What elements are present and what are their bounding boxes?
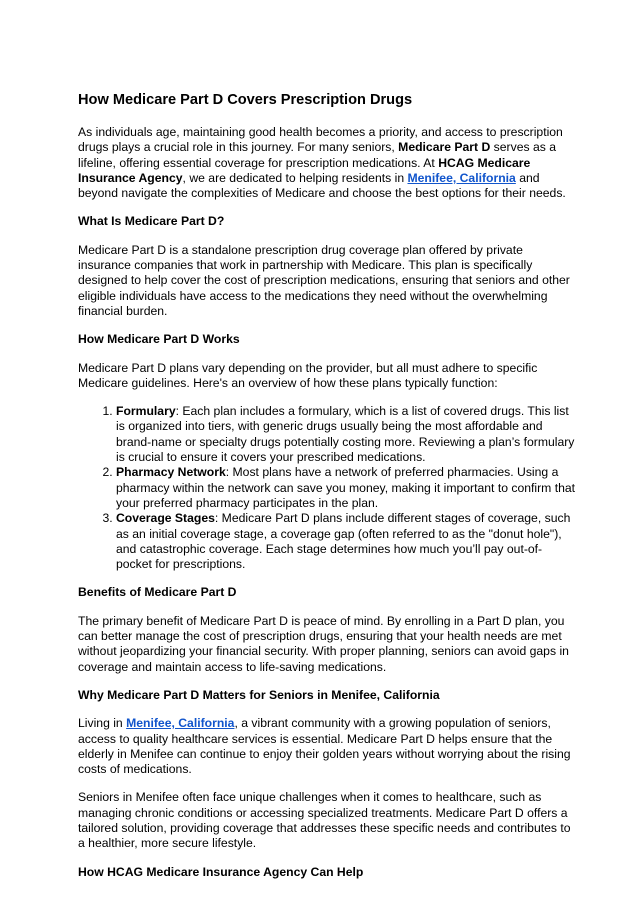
how-it-works-list xyxy=(78,404,578,572)
list-text: : Most plans have a network of preferred pharmacies. Using a pharmacy within the network can save you money, making it important to confirm that your preferred pharmacy participates in the plan. xyxy=(116,465,576,510)
intro-bold-agency: HCAG Medicare Insurance Agency xyxy=(78,155,531,185)
section-paragraph-why-matters-2: Seniors in Menifee often face unique challenges when it comes to healthcare, such as managing chronic conditions or accessing specialized treatments. Medicare Part D offers a tailored solution, providing coverage that addresses these specific needs and contributes to a healthier, more secure lifestyle. xyxy=(78,790,571,851)
menifee-link[interactable]: Menifee, California xyxy=(407,170,516,185)
why-text-pre: Living in xyxy=(78,716,127,731)
list-term: Formulary xyxy=(116,404,176,419)
menifee-link-2[interactable]: Menifee, California xyxy=(126,716,235,731)
section-paragraph-what-is: Medicare Part D is a standalone prescription drug coverage plan offered by private insurance companies that work in partnership with Medicare. This plan is specifically designed to help cover the cost of prescription medications, ensuring that seniors and other eligible individuals have access to the medications they need without the overwhelming financial burden. xyxy=(78,242,570,318)
section-heading-how-help: How HCAG Medicare Insurance Agency Can Help xyxy=(78,864,364,879)
intro-text-4: and beyond navigate the complexities of Medicare and choose the best options for their needs. xyxy=(78,170,566,201)
list-item-coverage-stages xyxy=(116,511,578,572)
section-heading-why-matters: Why Medicare Part D Matters for Seniors in Menifee, California xyxy=(78,687,440,702)
intro-text-1: As individuals age, maintaining good health becomes a priority, and access to prescription drugs plays a crucial role in this journey. For many seniors, xyxy=(78,125,563,155)
list-term: Coverage Stages xyxy=(116,511,215,526)
page-title: How Medicare Part D Covers Prescription Drugs xyxy=(78,92,413,108)
list-term: Pharmacy Network xyxy=(116,465,226,480)
intro-paragraph xyxy=(78,125,578,201)
list-item-pharmacy-network xyxy=(116,465,578,511)
section-heading-how-works: How Medicare Part D Works xyxy=(78,332,240,347)
section-heading-benefits: Benefits of Medicare Part D xyxy=(78,585,237,600)
section-paragraph-why-matters-1 xyxy=(78,716,578,777)
section-heading-what-is: What Is Medicare Part D? xyxy=(78,214,225,229)
intro-text-2: serves as a lifeline, offering essential coverage for prescription medications. At xyxy=(78,140,557,170)
section-paragraph-how-works: Medicare Part D plans vary depending on the provider, but all must adhere to specific Medicare guidelines. Here's an overview of how these plans typically function: xyxy=(78,360,538,390)
list-item-formulary xyxy=(116,404,578,465)
list-text: : Each plan includes a formulary, which is a list of covered drugs. This list is organized into tiers, with generic drugs usually being the most affordable and brand-name or specialty drugs potentially costing more. Reviewing a plan’s formulary is crucial to ensure it covers your prescribed medications. xyxy=(116,404,575,465)
list-text: : Medicare Part D plans include different stages of coverage, such as an initial coverage stage, a coverage gap (often referred to as the "donut hole"), and catastrophic coverage. Each stage determines how much you’ll pay out-of-pocket for prescriptions. xyxy=(116,511,571,572)
intro-text-3: , we are dedicated to helping residents in xyxy=(182,170,408,185)
section-paragraph-benefits: The primary benefit of Medicare Part D is peace of mind. By enrolling in a Part D plan, you can better manage the cost of prescription drugs, ensuring that your health needs are met without jeopardizing your financial security. With proper planning, seniors can avoid gaps in coverage and maintain access to life-saving medications. xyxy=(78,613,569,674)
why-text-post: , a vibrant community with a growing population of seniors, access to quality healthcare services is essential. Medicare Part D helps ensure that the elderly in Menifee can continue to enjoy their golden years without worrying about the rising costs of medications. xyxy=(78,716,571,777)
intro-bold-part-d: Medicare Part D xyxy=(398,140,491,155)
